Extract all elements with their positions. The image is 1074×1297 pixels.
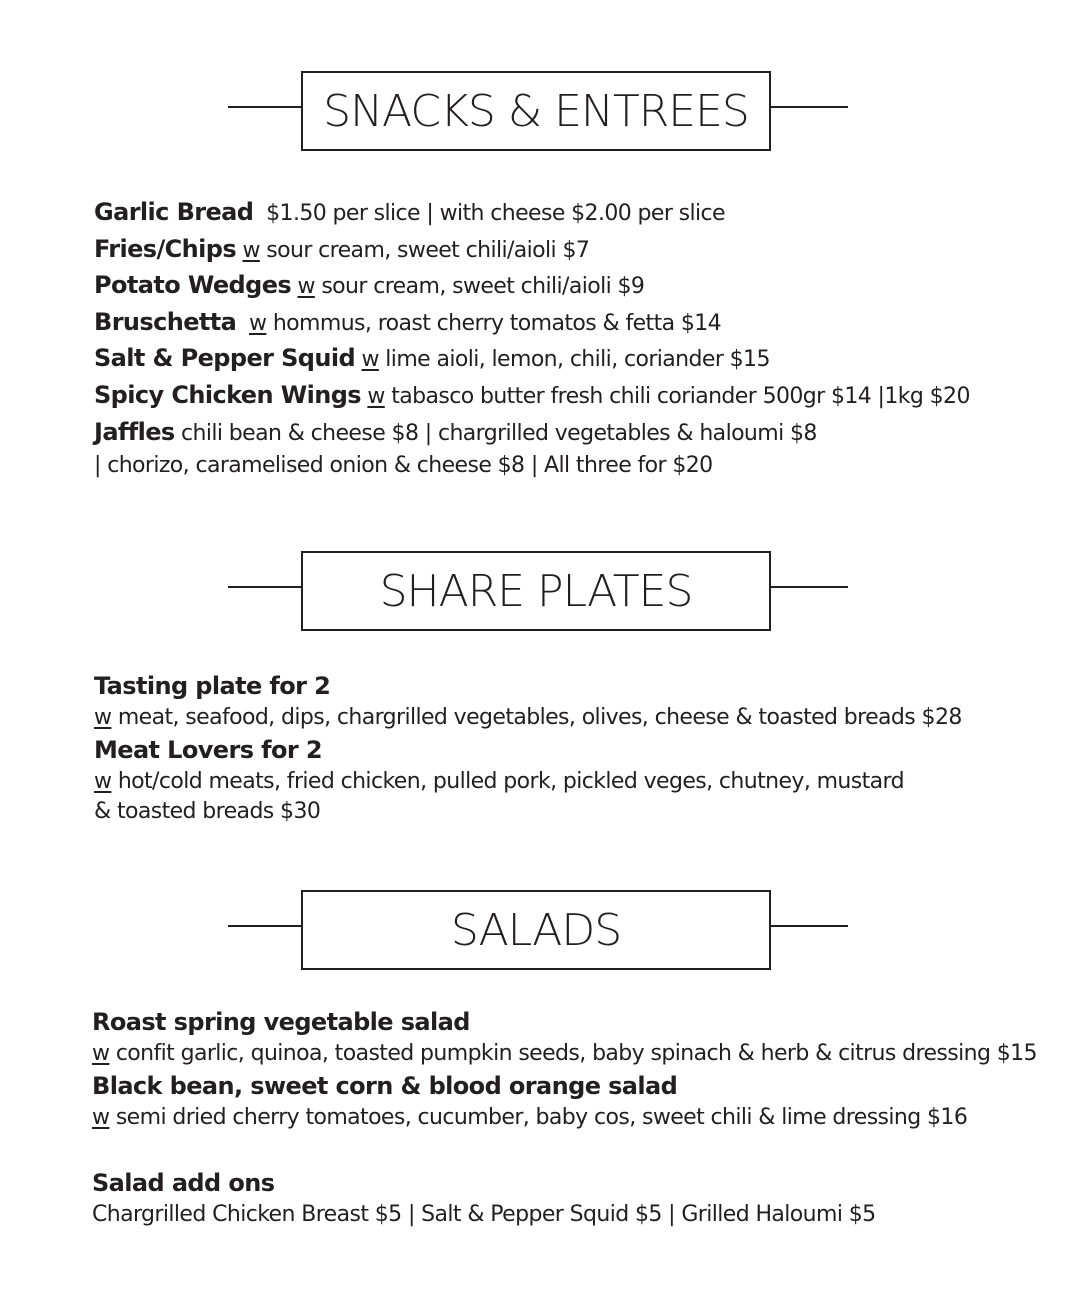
with-marker: w <box>92 1105 110 1130</box>
item-name: Tasting plate for 2 <box>94 672 331 700</box>
item-desc: tabasco butter fresh chili coriander 500gr $14 |1kg $20 <box>391 383 970 409</box>
item-desc-row <box>94 767 1054 797</box>
item-name: Garlic Bread <box>94 198 254 226</box>
item-desc: meat, seafood, dips, chargrilled vegetables, olives, cheese & toasted breads $28 <box>117 705 962 730</box>
item-desc: sour cream, sweet chili/aioli $7 <box>266 237 590 263</box>
menu-item <box>94 378 1054 415</box>
menu-item <box>94 305 1054 342</box>
item-desc-row <box>94 703 1054 733</box>
item-desc: lime aioli, lemon, chili, coriander $15 <box>385 347 770 373</box>
snacks-list <box>94 195 1054 481</box>
menu-item <box>94 195 1054 232</box>
menu-item <box>94 341 1054 378</box>
item-desc: semi dried cherry tomatoes, cucumber, baby cos, sweet chili & lime dressing $16 <box>115 1105 968 1130</box>
item-desc-continued: & toasted breads $30 <box>94 799 321 824</box>
item-desc-continued: | chorizo, caramelised onion & cheese $8 | All three for $20 <box>94 453 713 479</box>
item-desc: $1.50 per slice | with cheese $2.00 per slice <box>266 201 725 226</box>
with-marker: w <box>297 274 315 300</box>
header-rule-left <box>228 586 302 588</box>
item-desc: confit garlic, quinoa, toasted pumpkin seeds, baby spinach & herb & citrus dressing $15 <box>115 1041 1037 1066</box>
item-name: Fries/Chips <box>94 234 237 263</box>
with-marker: w <box>94 769 112 794</box>
share-title: SHARE PLATES <box>379 565 693 617</box>
with-marker: w <box>249 310 267 336</box>
salad-addons <box>92 1166 1052 1230</box>
item-name: Salt & Pepper Squid <box>94 344 356 373</box>
item-name: Jaffles <box>94 417 175 446</box>
snacks-title: SNACKS & ENTREES <box>323 85 749 137</box>
item-desc-row <box>92 1103 1052 1133</box>
menu-item <box>94 268 1054 305</box>
salads-header <box>228 890 848 970</box>
with-marker: w <box>92 1041 110 1066</box>
item-desc: chili bean & cheese $8 | chargrilled vegetables & haloumi $8 <box>181 420 817 446</box>
item-desc: hommus, roast cherry tomatos & fetta $14 <box>272 310 722 336</box>
item-name: Black bean, sweet corn & blood orange salad <box>92 1072 678 1100</box>
header-rule-right <box>770 106 848 108</box>
share-list <box>94 669 1054 827</box>
header-box <box>301 890 771 970</box>
snacks-header <box>228 71 848 151</box>
menu-item <box>94 415 1054 452</box>
item-desc-row <box>92 1039 1052 1069</box>
with-marker: w <box>361 347 379 373</box>
addons-title: Salad add ons <box>92 1169 275 1197</box>
header-box <box>301 551 771 631</box>
item-desc: hot/cold meats, fried chicken, pulled pork, pickled veges, chutney, mustard <box>117 769 904 794</box>
header-rule-right <box>770 925 848 927</box>
item-desc: sour cream, sweet chili/aioli $9 <box>321 274 645 300</box>
header-box <box>301 71 771 151</box>
with-marker: w <box>367 383 385 409</box>
menu-item <box>94 232 1054 269</box>
item-name: Bruschetta <box>94 307 237 336</box>
item-name: Meat Lovers for 2 <box>94 736 322 764</box>
item-name: Spicy Chicken Wings <box>94 380 361 409</box>
header-rule-left <box>228 106 302 108</box>
header-rule-right <box>770 586 848 588</box>
item-name: Roast spring vegetable salad <box>92 1008 470 1036</box>
salads-title: SALADS <box>450 904 622 956</box>
header-rule-left <box>228 925 302 927</box>
with-marker: w <box>94 705 112 730</box>
salads-list <box>92 1005 1052 1133</box>
share-header <box>228 551 848 631</box>
addons-desc: Chargrilled Chicken Breast $5 | Salt & Pepper Squid $5 | Grilled Haloumi $5 <box>92 1202 876 1227</box>
item-name: Potato Wedges <box>94 271 292 300</box>
with-marker: w <box>242 237 260 263</box>
